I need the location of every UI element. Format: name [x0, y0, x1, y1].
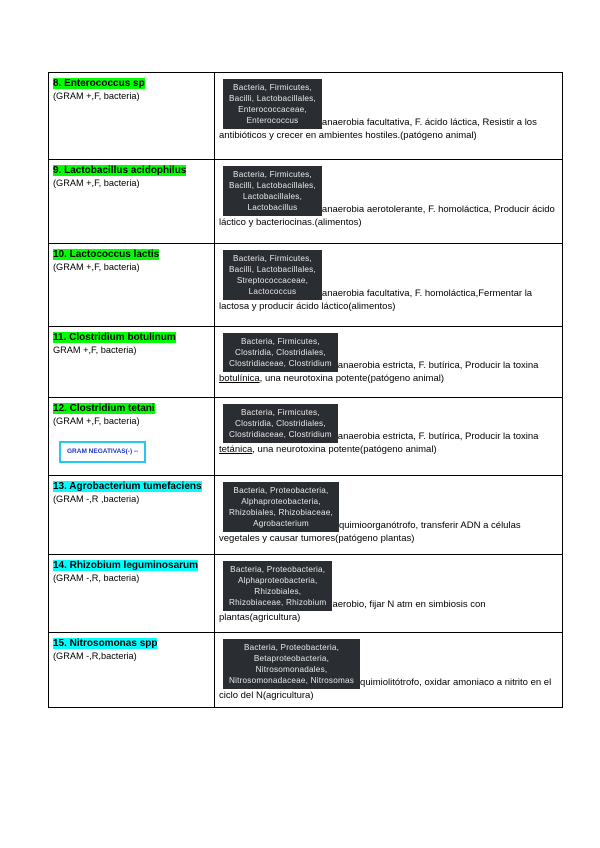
taxonomy-line: Agrobacterium	[253, 519, 309, 528]
gram-info: GRAM +,F, bacteria)	[53, 345, 137, 355]
organism-name: 12. Clostridium tetani	[53, 403, 155, 414]
taxonomy-line: Bacteria, Proteobacteria,	[230, 565, 326, 574]
taxonomy-line: Clostridia, Clostridiales,	[235, 419, 326, 428]
taxonomy-image	[223, 561, 332, 611]
taxonomy-line: Bacteria, Proteobacteria,	[243, 643, 340, 652]
detail-cell	[215, 73, 563, 160]
description-text: anaerobia estricta, F. butírica, Producir la toxina	[337, 360, 539, 371]
description: quimiolitótrofo, oxidar amoniaco a nitrito en el ciclo del N(agricultura)	[219, 677, 552, 701]
taxonomy-line: Alphaproteobacteria,	[241, 497, 321, 506]
taxonomy-line: Bacteria, Firmicutes,	[233, 254, 312, 263]
gram-info: (GRAM -,R ,bacteria)	[53, 494, 140, 504]
taxonomy-line: Rhizobiales,	[254, 587, 302, 596]
organism-cell	[49, 633, 215, 708]
detail-cell	[215, 476, 563, 555]
description: anaerobia facultativa, F. homoláctica,Fermentar la lactosa y producir ácido láctico(alimentos)	[219, 288, 533, 312]
taxonomy-line: Clostridiaceae, Clostridium	[229, 359, 332, 368]
description: quimioorganótrofo, transferir ADN a células vegetales y causar tumores(patógeno plantas)	[219, 520, 521, 544]
taxonomy-line: Bacteria, Firmicutes,	[233, 170, 312, 179]
organism-cell	[49, 398, 215, 476]
organism-cell	[49, 327, 215, 398]
taxonomy-line: Lactobacillus	[247, 203, 298, 212]
organism-name: 10. Lactococcus lactis	[53, 249, 160, 260]
organism-name: 9. Lactobacillus acidophilus	[53, 165, 187, 176]
taxonomy-line: Bacilli, Lactobacillales,	[229, 94, 316, 103]
detail-cell	[215, 160, 563, 244]
table-row	[49, 633, 563, 708]
table-row	[49, 476, 563, 555]
gram-info: (GRAM -,R,bacteria)	[53, 651, 137, 661]
taxonomy-line: Streptococcaceae,	[236, 276, 309, 285]
description: anaerobia facultativa, F. ácido láctica, Resistir a los antibióticos y crecer en ambientes hostiles.(patógeno animal)	[219, 117, 537, 141]
taxonomy-line: Enterococcaceae,	[238, 105, 307, 114]
taxonomy-line: Alphaproteobacteria,	[237, 576, 318, 585]
organism-name: 15. Nitrosomonas spp	[53, 638, 158, 649]
taxonomy-line: Betaproteobacteria,	[253, 654, 330, 663]
detail-cell	[215, 244, 563, 327]
table-row	[49, 160, 563, 244]
description-text: , una neurotoxina potente(patógeno animal)	[259, 373, 444, 384]
taxonomy-line: Clostridiaceae, Clostridium	[229, 430, 332, 439]
taxonomy-line: Bacteria, Firmicutes,	[240, 337, 320, 346]
taxonomy-image	[223, 166, 322, 216]
table-row	[49, 398, 563, 476]
bacteria-table	[48, 72, 563, 708]
taxonomy-image	[223, 639, 360, 689]
gram-info: (GRAM +,F, bacteria)	[53, 91, 140, 101]
organism-cell	[49, 160, 215, 244]
taxonomy-line: Rhizobiaceae, Rhizobium	[229, 598, 327, 607]
detail-cell	[215, 555, 563, 633]
taxonomy-image	[223, 333, 338, 372]
taxonomy-line: Nitrosomonadales,	[255, 665, 328, 674]
taxonomy-line: Lactobacillales,	[242, 192, 303, 201]
gram-info: (GRAM +,F, bacteria)	[53, 262, 140, 272]
gram-info: (GRAM -,R, bacteria)	[53, 573, 140, 583]
organism-name: 13. Agrobacterium tumefaciens	[53, 481, 202, 492]
organism-name: 14. Rhizobium leguminosarum	[53, 560, 199, 571]
taxonomy-line: Nitrosomonadaceae, Nitrosomas	[229, 676, 355, 685]
table-row	[49, 244, 563, 327]
description-underlined: botulínica	[219, 373, 260, 384]
table-row	[49, 555, 563, 633]
gram-info: (GRAM +,F, bacteria)	[53, 178, 140, 188]
organism-name: 8. Enterococcus sp	[53, 78, 145, 89]
taxonomy-line: Lactococcus	[248, 287, 297, 296]
taxonomy-line: Bacteria, Firmicutes,	[233, 83, 312, 92]
detail-cell	[215, 633, 563, 708]
table-row	[49, 73, 563, 160]
taxonomy-line: Rhizobiales, Rhizobiaceae,	[229, 508, 333, 517]
organism-cell	[49, 244, 215, 327]
detail-cell	[215, 327, 563, 398]
taxonomy-line: Clostridia, Clostridiales,	[235, 348, 326, 357]
taxonomy-line: Bacteria, Firmicutes,	[240, 408, 320, 417]
gram-info: (GRAM +,F, bacteria)	[53, 416, 140, 426]
table-row	[49, 327, 563, 398]
taxonomy-line: Bacilli, Lactobacillales,	[229, 181, 316, 190]
description-underlined: tetánica	[219, 444, 253, 455]
organism-cell	[49, 555, 215, 633]
detail-cell	[215, 398, 563, 476]
organism-name: 11. Clostridium botulinum	[53, 332, 176, 343]
description: anaerobia aerotolerante, F. homoláctica, Producir ácido láctico y bacteriocinas.(alimentos)	[219, 204, 555, 228]
taxonomy-image	[223, 482, 339, 532]
taxonomy-line: Bacilli, Lactobacillales,	[229, 265, 316, 274]
description-text: anaerobia estricta, F. butírica, Producir la toxina	[337, 431, 539, 442]
description: aerobio, fijar N atm en simbiosis con plantas(agricultura)	[219, 599, 486, 623]
gram-negative-note: GRAM NEGATIVAS(-) --	[59, 441, 146, 463]
taxonomy-image	[223, 404, 338, 443]
organism-cell	[49, 476, 215, 555]
organism-cell	[49, 73, 215, 160]
taxonomy-line: Bacteria, Proteobacteria,	[233, 486, 329, 495]
taxonomy-line: Enterococcus	[246, 116, 299, 125]
taxonomy-image	[223, 79, 322, 129]
taxonomy-image	[223, 250, 322, 300]
description-text: , una neurotoxina potente(patógeno animal)	[252, 444, 437, 455]
